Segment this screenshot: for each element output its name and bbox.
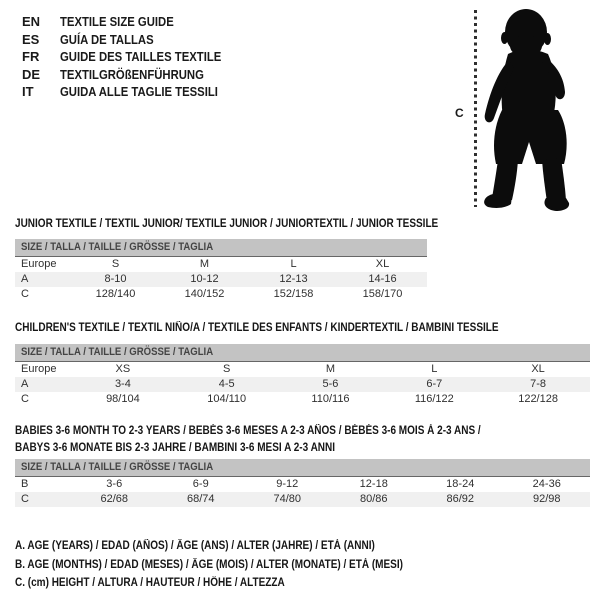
lang-row-en [22, 13, 245, 31]
legend-line-a: A. AGE (YEARS) / EDAD (AÑOS) / ÂGE (ANS) / ALTER (JAHRE) / ETÀ (ANNI) [15, 540, 375, 552]
table-cell: 116/122 [414, 393, 454, 405]
baby-silhouette-image [482, 6, 598, 212]
table-cell: XL [375, 258, 390, 270]
table-cell: 104/110 [207, 393, 247, 405]
table-title-junior [15, 216, 501, 233]
lang-code: FR [22, 49, 40, 65]
table-row [15, 272, 427, 287]
table-size-header [15, 344, 590, 362]
size-table-babies [15, 459, 590, 507]
table-row [15, 362, 590, 377]
table-cell: 92/98 [532, 493, 561, 505]
lang-row-es [22, 31, 245, 49]
lang-row-it [22, 83, 245, 101]
table-size-header [15, 459, 590, 477]
table-cell: 122/128 [518, 393, 558, 405]
table-cell: 128/140 [95, 288, 136, 300]
size-table-children [15, 344, 590, 407]
table-cell: L [431, 363, 438, 375]
table-cell: 80/86 [359, 493, 388, 505]
legend-line-c: C. (cm) HEIGHT / ALTURA / HAUTEUR / HÖHE / ALTEZZA [15, 577, 285, 589]
table-row [15, 257, 427, 272]
table-cell: 158/170 [362, 288, 403, 300]
table-cell: 62/68 [100, 493, 129, 505]
size-table-junior [15, 239, 427, 302]
table-title-children [15, 320, 571, 337]
lang-code: EN [22, 14, 41, 29]
table-cell: M [199, 258, 210, 270]
table-cell: 18-24 [446, 478, 475, 490]
row-label: Europe [21, 258, 57, 270]
table-cell: 74/80 [273, 493, 302, 505]
lang-label: GUÍA DE TALLAS [60, 31, 154, 47]
lang-row-de [22, 66, 245, 84]
table-size-header-text: SIZE / TALLA / TAILLE / GRÖSSE / TAGLIA [21, 241, 214, 253]
table-title-text: BABYS 3-6 MONATE BIS 2-3 JAHRE / BAMBINI 3-6 MESI A 2-3 ANNI [15, 442, 336, 454]
table-cell: S [223, 363, 231, 375]
lang-label: GUIDE DES TAILLES TEXTILE [60, 49, 222, 65]
table-row [15, 477, 590, 492]
table-cell: 110/116 [311, 393, 350, 405]
row-label: A [21, 273, 29, 285]
table-cell: 8-10 [104, 273, 127, 285]
table-size-header-text: SIZE / TALLA / TAILLE / GRÖSSE / TAGLIA [21, 346, 214, 358]
table-cell: 12-13 [279, 273, 308, 285]
table-cell: L [290, 258, 297, 270]
table-cell: XS [115, 363, 131, 375]
lang-code: DE [22, 66, 41, 82]
table-cell: 9-12 [276, 478, 299, 490]
table-cell: 12-18 [359, 478, 388, 490]
table-cell: 7-8 [530, 378, 547, 390]
row-label: B [21, 478, 29, 490]
lang-label: GUIDA ALLE TAGLIE TESSILI [60, 84, 218, 100]
table-title-babies [15, 423, 550, 457]
lang-label: TEXTILE SIZE GUIDE [60, 14, 174, 29]
table-cell: 4-5 [218, 378, 235, 390]
row-label: Europe [21, 363, 57, 375]
table-cell: 14-16 [368, 273, 397, 285]
table-cell: XL [531, 363, 545, 375]
table-cell: 86/92 [446, 493, 475, 505]
lang-code: ES [22, 31, 40, 47]
row-label: C [21, 493, 29, 505]
row-label: C [21, 393, 29, 405]
table-size-header [15, 239, 427, 257]
height-dashed-line [474, 10, 477, 207]
table-cell: 140/152 [184, 288, 225, 300]
table-cell: 3-6 [106, 478, 123, 490]
table-cell: M [325, 363, 336, 375]
table-cell: 152/158 [273, 288, 314, 300]
table-cell: 98/104 [106, 393, 140, 405]
table-title-text: JUNIOR TEXTILE / TEXTIL JUNIOR/ TEXTILE JUNIOR / JUNIORTEXTIL / JUNIOR TESSILE [15, 218, 439, 230]
lang-code: IT [22, 84, 34, 100]
table-size-header-text: SIZE / TALLA / TAILLE / GRÖSSE / TAGLIA [21, 461, 214, 473]
figure-height-label: C [455, 106, 464, 120]
table-cell: S [111, 258, 120, 270]
row-label: A [21, 378, 29, 390]
table-cell: 24-36 [532, 478, 561, 490]
table-title-text: CHILDREN'S TEXTILE / TEXTIL NIÑO/A / TEXTILE DES ENFANTS / KINDERTEXTIL / BAMBINI TESSILE [15, 322, 499, 334]
legend-notes [15, 537, 461, 593]
lang-row-fr [22, 48, 245, 66]
table-cell: 10-12 [190, 273, 219, 285]
lang-label: TEXTILGRÖßENFÜHRUNG [60, 66, 204, 82]
table-row [15, 392, 590, 407]
table-row [15, 377, 590, 392]
legend-line-b: B. AGE (MONTHS) / EDAD (MESES) / ÂGE (MOIS) / ALTER (MONATE) / ETÀ (MESI) [15, 558, 403, 571]
table-cell: 3-4 [114, 378, 131, 390]
table-cell: 5-6 [322, 378, 339, 390]
row-label: C [21, 288, 29, 300]
table-row [15, 287, 427, 302]
table-cell: 6-7 [426, 378, 443, 390]
language-title-block [22, 13, 245, 101]
table-title-text: BABIES 3-6 MONTH TO 2-3 YEARS / BEBÉS 3-6 MESES A 2-3 AÑOS / BÉBÉS 3-6 MOIS À 2-3 ANS / [15, 425, 481, 437]
table-row [15, 492, 590, 507]
table-cell: 6-9 [192, 478, 209, 490]
table-cell: 68/74 [186, 493, 215, 505]
